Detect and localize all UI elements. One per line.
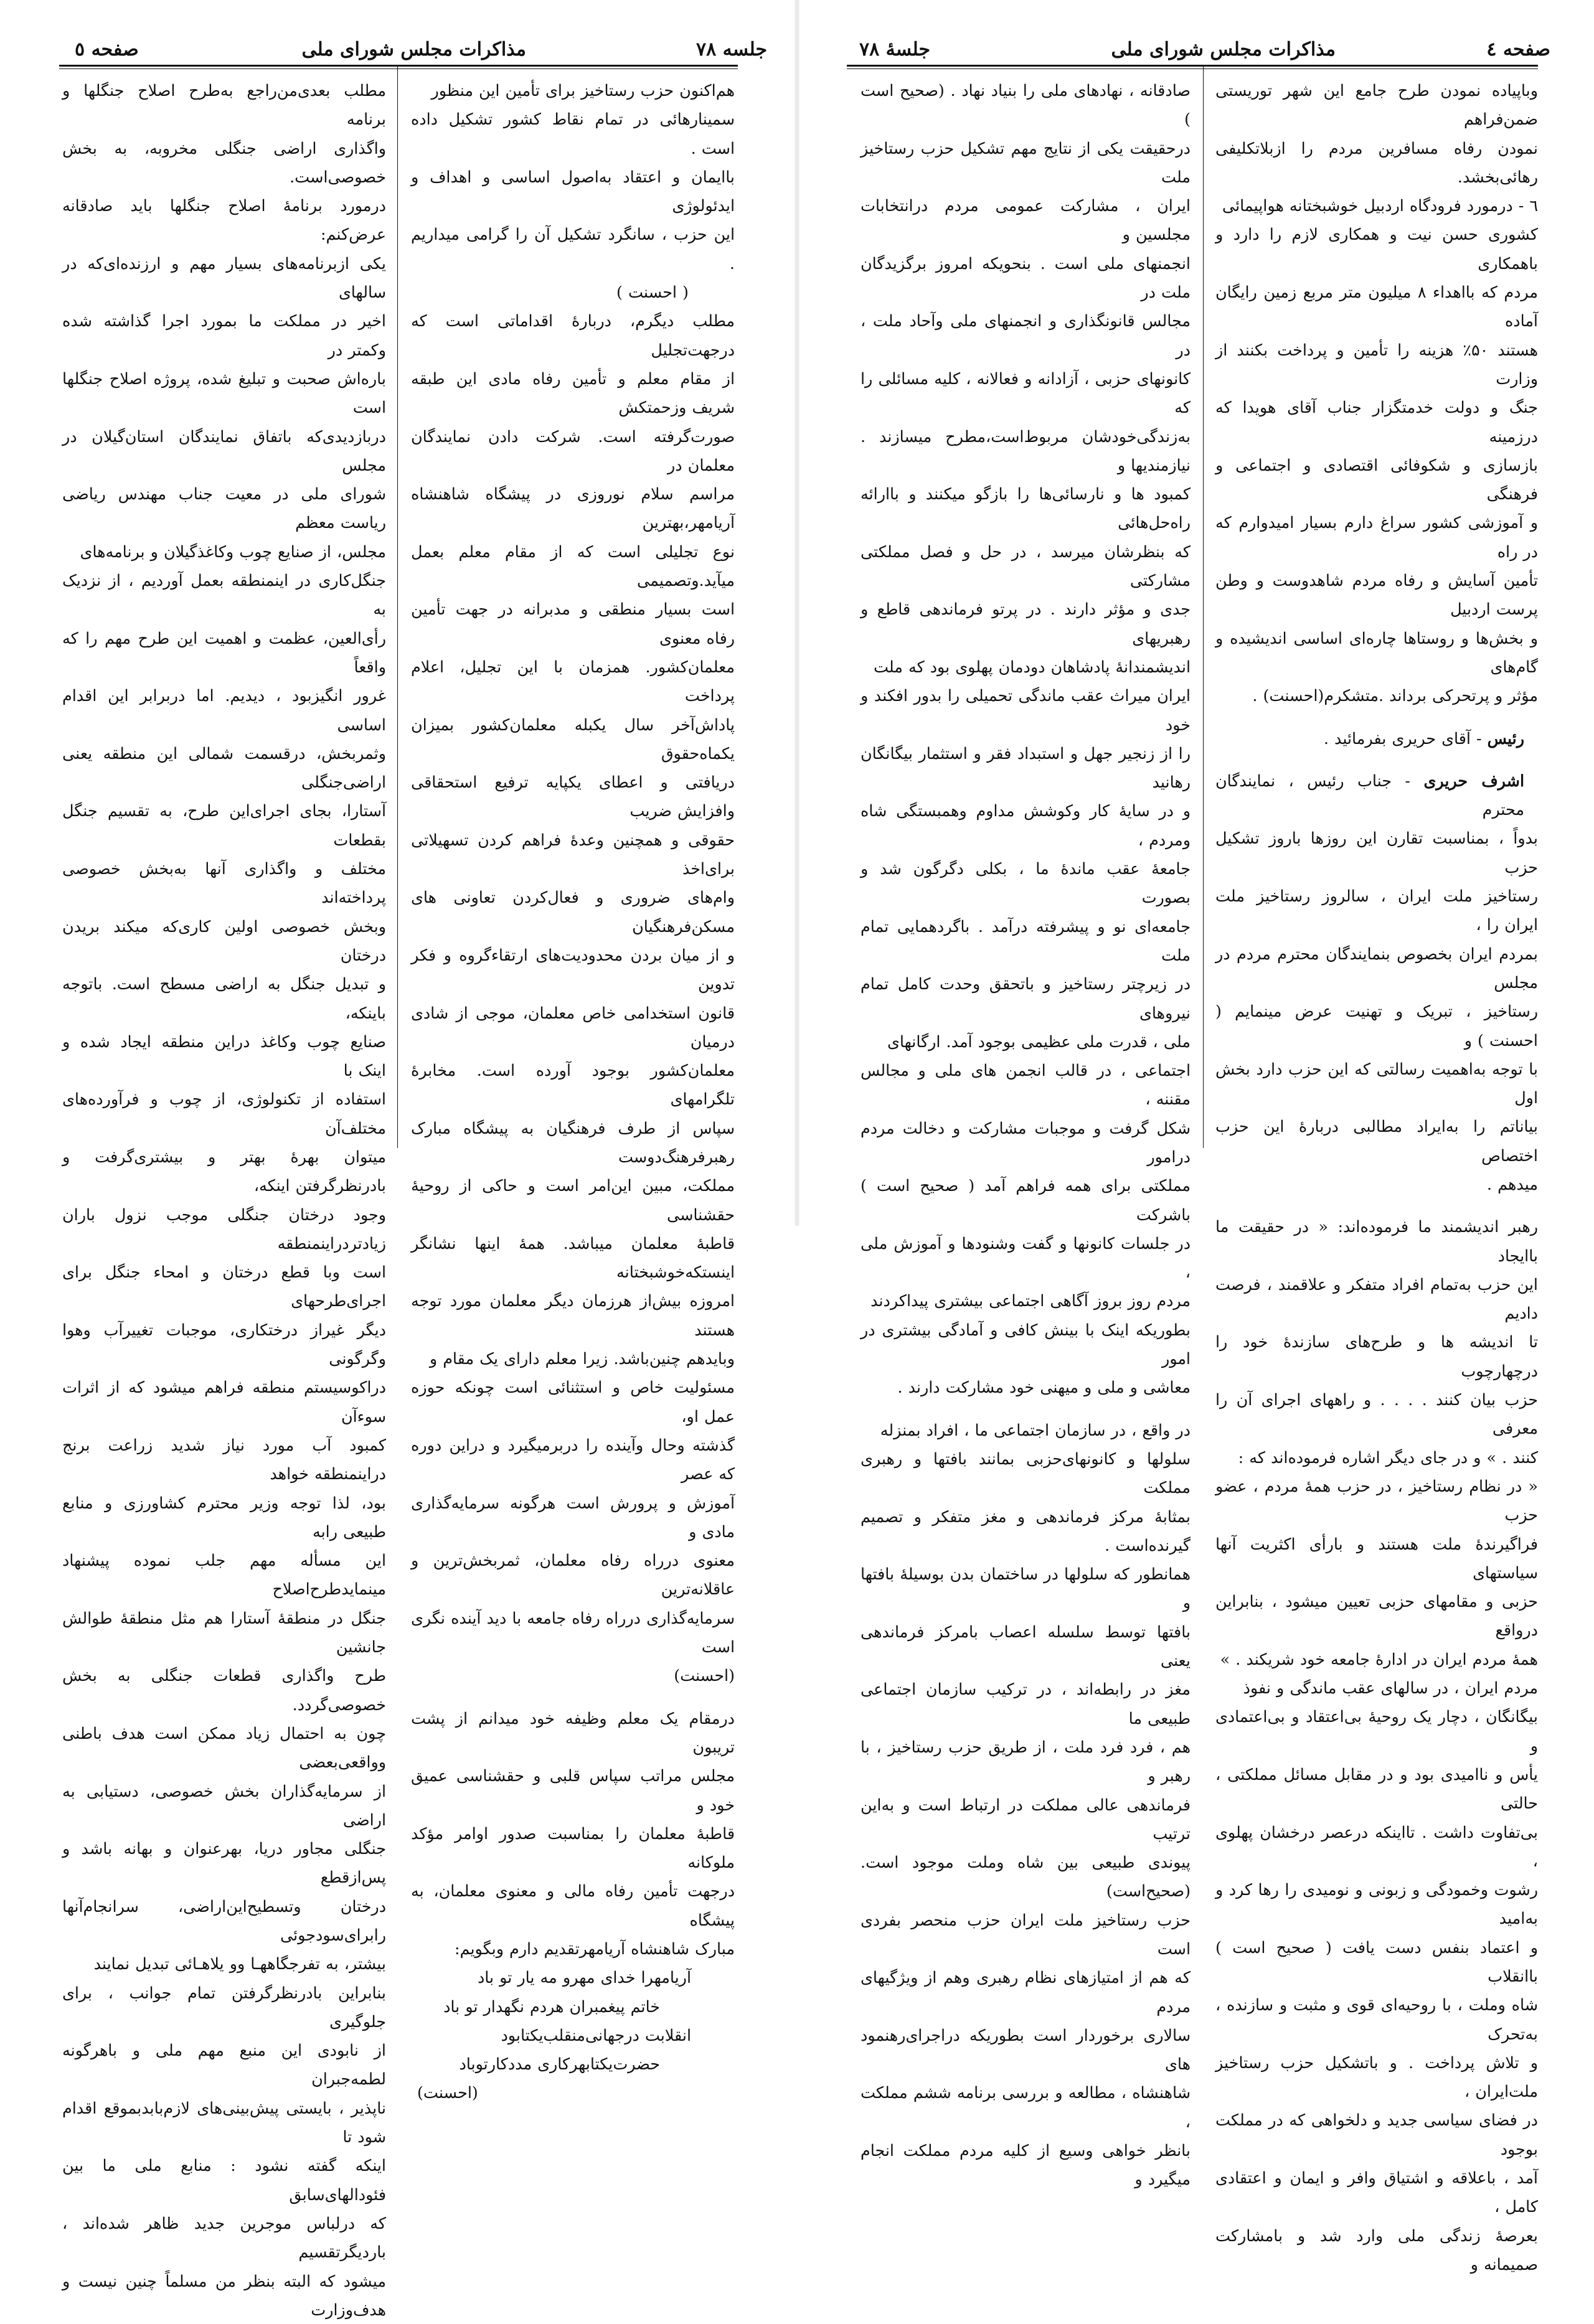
paragraph-gap	[1215, 1198, 1538, 1212]
text-line: مطلب بعدی‌من‌راجع به‌طرح اصلاح جنگلها و برنامه	[62, 81, 386, 129]
poem-line: آریامهرا خدای مهرو مه یار تو باد	[477, 1968, 691, 1987]
left-header-rule-thin	[59, 68, 738, 69]
text-line: « در نظام رستاخیز ، در حزب همهٔ مردم ، عضو حزب	[1215, 1476, 1538, 1525]
text-line: بمردم ایران بخصوص بنمایندگان محترم مردم در مجلس	[1215, 944, 1538, 992]
left-page-column-divider	[397, 65, 398, 1148]
paragraph-gap	[861, 1402, 1191, 1416]
text-line: تأمین آسایش و رفاه مردم شاهدوست و وطن پرست اردبیل	[1215, 571, 1538, 619]
text-line: سلولها و کانونهای‌حزبی بمانند بافتها و رهبری مملکت	[861, 1449, 1191, 1497]
text-line: را از زنجیر جهل و استبداد فقر و استثمار بیگانگان رهانید	[861, 743, 1191, 792]
right-page-session: جلسهٔ ۷۸	[859, 39, 931, 60]
text-line: یأس و ناامیدی بود و در مقابل مسائل مملکتی ، حالتی	[1215, 1764, 1538, 1813]
text-line: درختان وتسطیح‌این‌اراضی، سرانجام‌آنها رابرای‌سودجوئی	[62, 1896, 386, 1944]
text-line: در واقع ، در سازمان اجتماعی ما ، افراد بمنزله	[880, 1420, 1191, 1439]
text-line: باره‌اش صحبت و تبلیغ شده، پروژه اصلاح جنگلها است	[62, 369, 386, 417]
text-line: سمینارهائی در تمام نقاط کشور تشکیل داده است .	[411, 110, 735, 158]
text-line: پیوندی طبیعی بین شاه وملت موجود است. (صحیح‌است)	[861, 1853, 1191, 1901]
text-line: بعرصهٔ زندگی ملی وارد شد و بامشارکت صمیمانه و	[1215, 2226, 1538, 2274]
right-page-header	[834, 36, 1569, 64]
text-line: این مسأله مهم جلب نموده پیشنهاد مینمایدطرح‌اصلاح	[62, 1551, 386, 1599]
text-line: طرح واگذاری قطعات جنگلی به بخش خصوصی‌گردد.	[62, 1666, 386, 1714]
text-line: است وبا قطع درختان و امحاء جنگل برای اجرای‌طرحهای	[62, 1263, 386, 1310]
text-line: ایران ، مشارکت عمومی مردم درانتخابات مجلسین و	[861, 196, 1191, 244]
text-line: کشوری حسن نیت و همکاری لازم را دارد و باهمکاری	[1215, 225, 1538, 273]
text-line: شورای ملی در معیت جناب مهندس ریاضی ریاست معظم	[62, 484, 386, 532]
text-line: وباپیاده نمودن طرح جامع این شهر توریستی ضمن‌فراهم	[1215, 81, 1538, 129]
applause-note: ( احسنت )	[616, 283, 689, 302]
right-page-title: مذاکرات مجلس شورای ملی	[1111, 39, 1336, 60]
text-line: درحقیقت یکی از نتایج مهم تشکیل حزب رستاخیز ملت	[861, 138, 1191, 186]
text-line: درجهت تأمین رفاه مالی و معنوی معلمان، به پیشگاه	[411, 1881, 735, 1929]
text-line: جامعهٔ عقب ماندهٔ ما ، بکلی دگرگون شد و بصورت	[861, 859, 1191, 907]
text-line: جنگل‌کاری در اینمنطقه بعمل آوردیم ، از نزدیک به	[62, 571, 386, 619]
text-line: جامعه‌ای نو و پیشرفته درآمد . باگردهمایی تمام ملت	[861, 916, 1191, 964]
text-line: است بسیار منطقی و مدبرانه در جهت تأمین رفاه معنوی	[411, 600, 735, 647]
speaker-line	[1215, 724, 1538, 753]
right-page-right-column	[1215, 76, 1538, 2279]
text-line: انجمنهای ملی است . بنحویکه امروز برگزیدگان ملت در	[861, 253, 1191, 302]
text-line: کمبود ها و نارسائی‌ها را بازگو میکنند و باارائه راه‌حل‌هائی	[861, 484, 1191, 532]
text-line: وجود درختان جنگلی موجب نزول باران زیادتردراینمنطقه	[62, 1205, 386, 1253]
paragraph-gap	[1215, 753, 1538, 766]
text-line: دریافتی و اعطای یکپایه ترفیع استحقاقی وافزایش ضریب	[411, 773, 735, 821]
text-line: نمودن رفاه مسافرین مردم را ازبلاتکلیفی رهائی‌بخشد.	[1215, 138, 1538, 186]
text-line: وبخش خصوصی اولین کاری‌که میکند بریدن درختان	[62, 916, 386, 964]
text-line: با توجه به‌اهمیت رسالتی که این حزب دارد بخش اول	[1215, 1059, 1538, 1108]
text-line: از سرمایه‌گذاران بخش خصوصی، دستیابی به اراضی	[62, 1781, 386, 1829]
text-line: مجلس مراتب سپاس قلبی و حقشناسی عمیق خود و	[411, 1766, 735, 1814]
text-line: حزب بیان کنند . . . . و راههای اجرای آن را معرفی	[1215, 1390, 1538, 1438]
text-line: یکی ازبرنامه‌های بسیار مهم و ارزنده‌ای‌که در سالهای	[62, 253, 386, 302]
text-line: جنگلی مجاور دریا، بهرعنوان و بهانه باشد و پس‌ازقطع	[62, 1839, 386, 1887]
text-line: سپاس از طرف فرهنگیان به پیشگاه مبارک رهبرفرهنگ‌دوست	[411, 1118, 735, 1166]
speaker-text: - جناب رئیس ، نمایندگان محترم	[1215, 771, 1524, 819]
text-line: رأی‌العین، عظمت و اهمیت این طرح مهم را که واقعاً	[62, 628, 386, 676]
text-line: ٦ - درمورد فرودگاه اردبیل خوشبختانه هواپیمائی	[1222, 196, 1538, 215]
text-line: ملی ، قدرت ملی عظیمی بوجود آمد. ارگانهای	[887, 1032, 1191, 1051]
text-line: واگذاری اراضی جنگلی مخروبه، به بخش خصوصی‌است.	[62, 138, 386, 186]
text-line: صنایع چوب وکاغذ دراین منطقه ایجاد شده و اینک با	[62, 1032, 386, 1080]
text-line: میدهم .	[1486, 1174, 1538, 1193]
text-line: قانون استخدامی خاص معلمان، موجی از شادی درمیان	[411, 1003, 735, 1051]
text-line: درا‌کوسیستم منطقه فراهم میشود که از اثرات سوءآن	[62, 1378, 386, 1426]
text-line: و از میان بردن محدودیت‌های ارتقاءگروه و فکر تدوین	[411, 945, 735, 994]
text-line: پاداش‌آخر سال یکبله معلمان‌کشور بمیزان یکماه‌حقوق	[411, 715, 735, 763]
right-page-number: صفحه ٤	[1486, 39, 1550, 60]
text-line: و اعتماد بنفس دست یافت ( صحیح است ) باانقلاب	[1215, 1937, 1538, 1985]
text-line: فرماندهی عالی مملکت در ارتباط است و به‌این ترتیب	[861, 1795, 1191, 1843]
text-line: رشوت وخمودگی و زبونی و نومیدی را رها کرد و به‌امید	[1215, 1880, 1538, 1928]
text-line: مردم ایران ، در سالهای عقب ماندگی و نفوذ	[1243, 1678, 1538, 1698]
speaker-name: اشرف حریری	[1423, 771, 1524, 790]
text-line: در فضای سیاسی جدید و دلخواهی که در مملکت بوجود	[1215, 2110, 1538, 2158]
text-line: رستاخیز ملت ایران ، سالروز رستاخیز ملت ایران را ،	[1215, 887, 1538, 934]
text-line: بیشتر، به تفرجگاههـا وو یلاهـائی تبدیل نمایند	[93, 1954, 386, 1974]
text-line: صادقانه ، نهادهای ملی را بنیاد نهاد . (صحیح است )	[861, 81, 1191, 129]
text-line: که درلباس موجرین جدید ظاهر شده‌اند ، باردیگرتقسیم	[62, 2213, 386, 2262]
text-line: شاه وملت ، با روحیه‌ای قوی و مثبت و سازنده ، به‌تحرک	[1215, 1995, 1538, 2043]
right-page-column-divider	[1203, 65, 1204, 1148]
text-line: درمقام یک معلم وظیفه خود میدانم از پشت تریبون	[411, 1708, 735, 1756]
poem-line: حضرت‌یکتابهرکاری مددکارتوباد	[459, 2054, 660, 2074]
text-line: قاطبهٔ معلمان را بمناسبت صدور اوامر مؤکد ملوکانه	[411, 1823, 735, 1872]
text-line: اینکه گفته نشود : منابع ملی ما بین فئودالهای‌سابق	[62, 2156, 386, 2204]
text-line: مجالس قانونگذاری و انجمنهای ملی وآحاد ملت ، در	[861, 311, 1191, 359]
text-line: شکل گرفت و موجبات مشارکت و دخالت مردم درامور	[861, 1118, 1191, 1166]
text-line: بود، لذا توجه وزیر محترم کشاورزی و منابع طبیعی رابه	[62, 1493, 386, 1541]
text-line: معلمان‌کشور. همزمان با این تجلیل، اعلام پرداخت	[411, 657, 735, 705]
text-line: بانظر خواهی وسیع از کلیه مردم مملکت انجام میگیرد و	[861, 2141, 1191, 2189]
right-page	[797, 0, 1594, 2274]
text-line: هستند ۵۰٪ هزینه را تأمین و پرداخت بکنند از وزارت	[1215, 340, 1538, 388]
speaker-text: - آقای حریری بفرمائید .	[1323, 728, 1488, 748]
text-line: و تبدیل جنگل به اراضی مسطح است. باتوجه باینکه،	[62, 974, 386, 1022]
text-line: مراسم سلام نوروزی در پیشگاه شاهنشاه آریامهر،بهترین	[411, 484, 735, 532]
text-line: بطوریکه اینک با بینش کافی و آمادگی بیشتری در امور	[861, 1320, 1191, 1368]
text-line: چون به احتمال زیاد ممکن است هدف باطنی وواقعی‌بعضی	[62, 1723, 386, 1772]
text-line: این حزب ، سانگرد تشکیل آن را گرامی میداریم .	[411, 225, 735, 273]
text-line: مسئولیت خاص و استثنائی است چونکه حوزه عمل او،	[411, 1378, 735, 1426]
text-line: مؤثر و پرتحرکی برداند .متشکرم(احسنت) .	[1252, 686, 1538, 705]
text-line: معلمان‌کشور بوجود آورده است. مخابرهٔ تلگرامهای	[411, 1061, 735, 1109]
text-line: وبایدهم چنین‌باشد. زیرا معلم دارای یک مقام و	[429, 1349, 735, 1368]
text-line: مطلب دیگرم، دربارهٔ اقداماتی است که درجهت‌تجلیل	[411, 311, 735, 359]
text-line: آموزش و پرورش است هرگونه سرمایه‌گذاری مادی و	[411, 1493, 735, 1541]
text-line: آمد ، باعلاقه و اشتیاق وافر و ایمان و اعتقادی کامل ،	[1215, 2168, 1538, 2216]
text-line: (احسنت)	[674, 1666, 735, 1685]
text-line: تا اندیشه ها و طرح‌های سازندهٔ خود را درچهارچوب	[1215, 1332, 1538, 1380]
text-line: میشود که البته بنظر من مسلماً چنین نیست و هدف‌وزارت	[62, 2271, 386, 2319]
text-line: استفاده از تکنولوژی، از چوب و فرآورده‌های مختلف‌آن	[62, 1089, 386, 1137]
text-line: مختلف و واگذاری آنها به‌بخش خصوصی پرداخته‌اند	[62, 859, 386, 907]
left-page	[0, 0, 797, 2319]
text-line: همهٔ مردم ایران در ادارهٔ جامعه خود شریکند . »	[1220, 1649, 1538, 1668]
text-line: دیگر غیراز درختکاری، موجبات تغییرآب وهوا وگرگونی	[62, 1320, 386, 1368]
text-line: و در سایهٔ کار وکوشش مداوم وهمبستگی شاه ومردم ،	[861, 801, 1191, 849]
text-line: آستارا، بجای اجرای‌این طرح، به تقسیم جنگل بقطعات	[62, 801, 386, 849]
text-line: بافتها توسط سلسله اعصاب بامرکز فرماندهی یعنی	[861, 1622, 1191, 1670]
text-line: نوع تجلیلی است که از مقام معلم بعمل میآید.وتصمیمی	[411, 542, 735, 590]
right-page-left-column	[861, 76, 1191, 2194]
text-line: از مقام معلم و تأمین رفاه مادی این طبقه شریف وزحمتکش	[411, 369, 735, 417]
applause-note: (احسنت)	[417, 2083, 478, 2102]
left-page-number: صفحه ٥	[75, 39, 139, 60]
text-line: مجلس، از صنایع چوب وکاغذگیلان و برنامه‌های	[80, 542, 386, 561]
text-line: بیگانگان ، دچار یک روحیهٔ بی‌اعتقاد و بی‌اعتمادی و	[1215, 1707, 1538, 1755]
text-line: غرور انگیزبود ، دیدیم. اما دربرابر این اقدام اساسی	[62, 686, 386, 734]
text-line: بدواً ، بمناسبت تقارن این روزها باروز تشکیل حزب	[1215, 829, 1538, 877]
text-line: از نابودی این منبع مهم ملی و باهرگونه لطمه‌جبران	[62, 2041, 386, 2089]
poem-line: خاتم پیغمبران هردم نگهدار تو باد	[443, 1997, 660, 2016]
text-line: و تلاش پرداخت . و باتشکیل حزب رستاخیز ملت‌ایران ،	[1215, 2053, 1538, 2101]
text-line: همانطور که سلولها در ساختمان بدن بوسیلهٔ بافتها و	[861, 1564, 1191, 1612]
text-line: بی‌تفاوت داشت . تااینکه درعصر درخشان پهلوی ،	[1215, 1822, 1538, 1870]
right-header-rule	[847, 65, 1538, 67]
text-line: مبارک شاهنشاه آریامهرتقدیم دارم وبگویم:	[455, 1939, 735, 1958]
text-line: اخیر در مملکت ما بمورد اجرا گذاشته شده وکمتر در	[62, 311, 386, 359]
text-line: و آموزشی کشور سراغ دارم بسیار امیدوارم که در راه	[1215, 513, 1538, 561]
text-line: بنابراین بادرنظرگرفتن تمام جوانب ، برای جلوگیری	[62, 1983, 386, 2031]
poem-line: انقلابت درجهانی‌منقلب‌یکتابود	[501, 2025, 691, 2044]
text-line: معاشی و ملی و میهنی خود مشارکت دارند .	[897, 1378, 1191, 1397]
paragraph-gap	[1215, 710, 1538, 724]
speaker-line	[1215, 766, 1538, 824]
text-line: در زیرچتر رستاخیز و باتحقق وحدت کامل تمام نیروهای	[861, 974, 1191, 1022]
text-line: صورت‌گرفته است. شرکت دادن نمایندگان معلمان در	[411, 426, 735, 474]
right-header-rule-thin	[847, 68, 1538, 69]
text-line: رهبر اندیشمند ما فرموده‌اند: « در حقیقت ما باایجاد	[1215, 1217, 1538, 1265]
text-line: که هم از امتیازهای نظام رهبری وهم از ویژگیهای مردم	[861, 1968, 1191, 2016]
text-line: مغز در رابطه‌اند ، در ترکیب سازمان اجتماعی طبیعی ما	[861, 1680, 1191, 1728]
text-line: جنگ و دولت خدمتگزار جناب آقای هویدا که درزمینه	[1215, 398, 1538, 446]
text-line: بیاناتم را به‌ایراد مطالبی دربارهٔ این حزب اختصاص	[1215, 1117, 1538, 1165]
text-line: سرمایه‌گذاری درراه رفاه جامعه با دید آینده نگری است	[411, 1608, 735, 1657]
text-line: رستاخیز ، تبریک و تهنیت عرض مینمایم ( احسنت ) و	[1215, 1002, 1538, 1050]
left-page-right-column	[411, 76, 735, 2107]
speaker-name: رئیس	[1487, 728, 1524, 748]
left-page-left-column	[62, 76, 386, 2324]
text-line: گذشته وحال وآینده را دربرمیگیرد و دراین دوره که عصر	[411, 1435, 735, 1484]
text-line: کمبود آب مورد نیاز شدید زراعت برنج دراینمنطقه خواهد	[62, 1435, 386, 1484]
text-line: بمثابهٔ مرکز فرماندهی و مغز متفکر و تصمیم گیرنده‌است .	[861, 1507, 1191, 1555]
text-line: حزبی و مقامهای حزبی تعیین میشود ، بنابراین درواقع	[1215, 1592, 1538, 1640]
text-line: هم ، فرد فرد ملت ، از طریق حزب رستاخیز ، با رهبر و	[861, 1737, 1191, 1785]
text-line: معنوی درراه رفاه معلمان، ثمربخش‌ترین و عاقلانه‌ترین	[411, 1551, 735, 1599]
text-line: مملکت، مبین این‌امر است و حاکی از روحیهٔ حقشناسی	[411, 1176, 735, 1224]
text-line: اندیشمندانهٔ پادشاهان دودمان پهلوی بود که ملت	[873, 657, 1191, 676]
text-line: به‌زندگی‌خودشان مربوط‌است،مطرح میسازند . نیازمندیها و	[861, 426, 1191, 474]
text-line: مردم که بااهداء ۸ میلیون متر مربع زمین رایگان آماده	[1215, 283, 1538, 331]
text-line: امروزه بیش‌از هرزمان دیگر معلمان مورد توجه هستند	[411, 1291, 735, 1339]
left-header-rule	[59, 65, 738, 67]
text-line: سالاری برخوردار است بطوریکه دراجرای‌رهنمود های	[861, 2025, 1191, 2074]
text-line: کانونهای حزبی ، آزادانه و فعالانه ، کلیه مسائلی را که	[861, 369, 1191, 417]
left-page-header	[25, 36, 772, 64]
text-line: حقوقی و همچنین وعدهٔ فراهم کردن تسهیلاتی برای‌اخذ	[411, 830, 735, 878]
text-line: وام‌های ضروری و فعال‌کردن تعاونی های مسکن‌فرهنگیان	[411, 888, 735, 936]
text-line: ایران میراث عقب ماندگی تحمیلی را بدور افکند و خود	[861, 686, 1191, 734]
text-line: جدی و مؤثر دارند . در پرتو فرماندهی قاطع و رهبریهای	[861, 600, 1191, 647]
text-line: هم‌اکنون حزب رستاخیز برای تأمین این منظور	[431, 81, 735, 100]
text-line: شاهنشاه ، مطالعه و بررسی برنامه ششم مملکت ،	[861, 2083, 1191, 2131]
paragraph-gap	[411, 1690, 735, 1704]
text-line: دربازدیدی‌که باتفاق نمایندگان استان‌گیلان در مجلس	[62, 426, 386, 474]
text-line: این حزب به‌تمام افراد متفکر و علاقمند ، فرصت دادیم	[1215, 1274, 1538, 1323]
text-line: قاطبهٔ معلمان میباشد. همهٔ اینها نشانگر اینستکه‌خوشبختانه	[411, 1233, 735, 1282]
left-page-session: جلسه ۷۸	[696, 39, 767, 60]
left-page-title: مذاکرات مجلس شورای ملی	[301, 39, 526, 60]
text-line: مردم روز بروز آگاهی اجتماعی بیشتری پیداکردند	[870, 1291, 1191, 1310]
text-line: بازسازی و شکوفائی اقتصادی و اجتماعی و فرهنگی	[1215, 455, 1538, 504]
text-line: باایمان و اعتقاد به‌اصول اساسی و اهداف و ایدئولوژی	[411, 167, 735, 215]
text-line: حزب رستاخیز ملت ایران حزب منحصر بفردی است	[861, 1910, 1191, 1958]
text-line: که بنظرشان میرسد ، در حل و فصل مملکتی مشارکتی	[861, 542, 1191, 590]
text-line: و بخش‌ها و روستاها چاره‌ای اساسی اندیشیده و گام‌های	[1215, 628, 1538, 676]
text-line: جنگل در منطقهٔ آستارا هم مثل منطقهٔ طوالش جانشین	[62, 1608, 386, 1657]
text-line: میتوان بهرهٔ بهتر و بیشتری‌گرفت و بادرنظرگرفتن اینکه،	[62, 1147, 386, 1195]
text-line: فراگیرندهٔ ملت هستند و بارأی اکثریت آنها سیاستهای	[1215, 1534, 1538, 1582]
text-line: وثمربخش، درقسمت شمالی این منطقه یعنی اراضی‌جنگلی	[62, 743, 386, 792]
text-line: اجتماعی ، در قالب انجمن های ملی و مجالس مقننه ،	[861, 1061, 1191, 1109]
text-line: در جلسات کانونها و گفت وشنودها و آموزش ملی ،	[861, 1233, 1191, 1282]
text-line: ناپذیر ، بایستی پیش‌بینی‌های لازم‌بابدبموقع اقدام شود تا	[62, 2098, 386, 2147]
text-line: کنند . » و در جای دیگر اشاره فرموده‌اند که :	[1238, 1447, 1538, 1467]
text-line: درمورد برنامهٔ اصلاح جنگلها باید صادقانه عرض‌کنم:	[62, 196, 386, 244]
text-line: مملکتی برای همه فراهم آمد ( صحیح است ) باشرکت	[861, 1176, 1191, 1224]
